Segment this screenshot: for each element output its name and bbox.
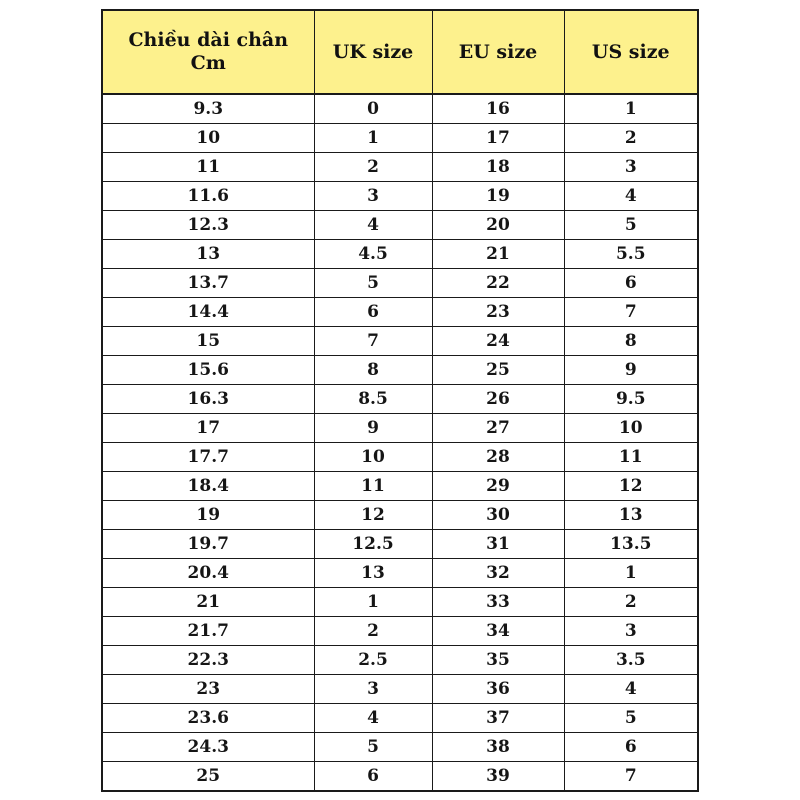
header-uk-size: UK size [314, 10, 432, 94]
foot-length-cell: 12.3 [102, 211, 314, 240]
uk-size-cell: 4 [314, 211, 432, 240]
eu-size-cell: 30 [432, 501, 564, 530]
header-foot-length-label: Chiều dài chân [128, 29, 289, 51]
foot-length-cell: 22.3 [102, 646, 314, 675]
uk-size-cell: 12 [314, 501, 432, 530]
eu-size-cell: 20 [432, 211, 564, 240]
foot-length-cell: 20.4 [102, 559, 314, 588]
table-row [102, 153, 698, 182]
table-row [102, 704, 698, 733]
us-size-cell: 5 [564, 704, 698, 733]
uk-size-cell: 5 [314, 733, 432, 762]
uk-size-cell: 9 [314, 414, 432, 443]
table-row [102, 733, 698, 762]
us-size-cell: 7 [564, 298, 698, 327]
uk-size-cell: 11 [314, 472, 432, 501]
foot-length-cell: 11 [102, 153, 314, 182]
foot-length-cell: 24.3 [102, 733, 314, 762]
table-row [102, 327, 698, 356]
eu-size-cell: 34 [432, 617, 564, 646]
us-size-cell: 8 [564, 327, 698, 356]
table-row [102, 385, 698, 414]
uk-size-cell: 6 [314, 762, 432, 792]
eu-size-cell: 29 [432, 472, 564, 501]
foot-length-cell: 19.7 [102, 530, 314, 559]
foot-length-cell: 14.4 [102, 298, 314, 327]
us-size-cell: 9.5 [564, 385, 698, 414]
header-foot-length [102, 10, 314, 94]
us-size-cell: 6 [564, 733, 698, 762]
foot-length-cell: 21 [102, 588, 314, 617]
eu-size-cell: 19 [432, 182, 564, 211]
uk-size-cell: 4 [314, 704, 432, 733]
us-size-cell: 9 [564, 356, 698, 385]
us-size-cell: 1 [564, 559, 698, 588]
table-row [102, 559, 698, 588]
us-size-cell: 4 [564, 182, 698, 211]
table-row [102, 414, 698, 443]
us-size-cell: 3 [564, 153, 698, 182]
header-foot-length-unit: Cm [190, 52, 226, 74]
header-eu-size: EU size [432, 10, 564, 94]
us-size-cell: 1 [564, 94, 698, 124]
us-size-cell: 13 [564, 501, 698, 530]
eu-size-cell: 28 [432, 443, 564, 472]
us-size-cell: 10 [564, 414, 698, 443]
us-size-cell: 2 [564, 124, 698, 153]
table-row [102, 182, 698, 211]
uk-size-cell: 2.5 [314, 646, 432, 675]
foot-length-cell: 15.6 [102, 356, 314, 385]
foot-length-cell: 25 [102, 762, 314, 792]
table-row [102, 211, 698, 240]
header-row [102, 10, 698, 94]
us-size-cell: 2 [564, 588, 698, 617]
us-size-cell: 3.5 [564, 646, 698, 675]
us-size-cell: 7 [564, 762, 698, 792]
uk-size-cell: 0 [314, 94, 432, 124]
eu-size-cell: 39 [432, 762, 564, 792]
foot-length-cell: 16.3 [102, 385, 314, 414]
uk-size-cell: 1 [314, 124, 432, 153]
size-chart-table [101, 9, 699, 792]
table-row [102, 269, 698, 298]
us-size-cell: 5 [564, 211, 698, 240]
uk-size-cell: 1 [314, 588, 432, 617]
uk-size-cell: 10 [314, 443, 432, 472]
us-size-cell: 5.5 [564, 240, 698, 269]
table-row [102, 617, 698, 646]
table-row [102, 762, 698, 792]
eu-size-cell: 32 [432, 559, 564, 588]
us-size-cell: 12 [564, 472, 698, 501]
eu-size-cell: 22 [432, 269, 564, 298]
foot-length-cell: 15 [102, 327, 314, 356]
uk-size-cell: 6 [314, 298, 432, 327]
uk-size-cell: 5 [314, 269, 432, 298]
us-size-cell: 13.5 [564, 530, 698, 559]
foot-length-cell: 13.7 [102, 269, 314, 298]
table-row [102, 501, 698, 530]
uk-size-cell: 3 [314, 675, 432, 704]
eu-size-cell: 17 [432, 124, 564, 153]
table-row [102, 588, 698, 617]
foot-length-cell: 17.7 [102, 443, 314, 472]
table-row [102, 472, 698, 501]
us-size-cell: 6 [564, 269, 698, 298]
table-row [102, 356, 698, 385]
eu-size-cell: 35 [432, 646, 564, 675]
table-row [102, 240, 698, 269]
uk-size-cell: 2 [314, 153, 432, 182]
eu-size-cell: 36 [432, 675, 564, 704]
uk-size-cell: 4.5 [314, 240, 432, 269]
eu-size-cell: 27 [432, 414, 564, 443]
foot-length-cell: 21.7 [102, 617, 314, 646]
uk-size-cell: 3 [314, 182, 432, 211]
table-row [102, 530, 698, 559]
table-row [102, 124, 698, 153]
uk-size-cell: 8.5 [314, 385, 432, 414]
eu-size-cell: 26 [432, 385, 564, 414]
eu-size-cell: 25 [432, 356, 564, 385]
eu-size-cell: 16 [432, 94, 564, 124]
size-table-body [102, 94, 698, 791]
table-row [102, 443, 698, 472]
table-row [102, 675, 698, 704]
foot-length-cell: 9.3 [102, 94, 314, 124]
foot-length-cell: 17 [102, 414, 314, 443]
us-size-cell: 4 [564, 675, 698, 704]
table-row [102, 298, 698, 327]
table-row [102, 94, 698, 124]
eu-size-cell: 18 [432, 153, 564, 182]
foot-length-cell: 11.6 [102, 182, 314, 211]
foot-length-cell: 13 [102, 240, 314, 269]
header-us-size: US size [564, 10, 698, 94]
eu-size-cell: 31 [432, 530, 564, 559]
us-size-cell: 11 [564, 443, 698, 472]
foot-length-cell: 23 [102, 675, 314, 704]
us-size-cell: 3 [564, 617, 698, 646]
uk-size-cell: 13 [314, 559, 432, 588]
eu-size-cell: 23 [432, 298, 564, 327]
foot-length-cell: 10 [102, 124, 314, 153]
eu-size-cell: 37 [432, 704, 564, 733]
foot-length-cell: 18.4 [102, 472, 314, 501]
foot-length-cell: 23.6 [102, 704, 314, 733]
table-row [102, 646, 698, 675]
eu-size-cell: 38 [432, 733, 564, 762]
foot-length-cell: 19 [102, 501, 314, 530]
uk-size-cell: 12.5 [314, 530, 432, 559]
eu-size-cell: 21 [432, 240, 564, 269]
eu-size-cell: 24 [432, 327, 564, 356]
uk-size-cell: 7 [314, 327, 432, 356]
uk-size-cell: 8 [314, 356, 432, 385]
uk-size-cell: 2 [314, 617, 432, 646]
eu-size-cell: 33 [432, 588, 564, 617]
